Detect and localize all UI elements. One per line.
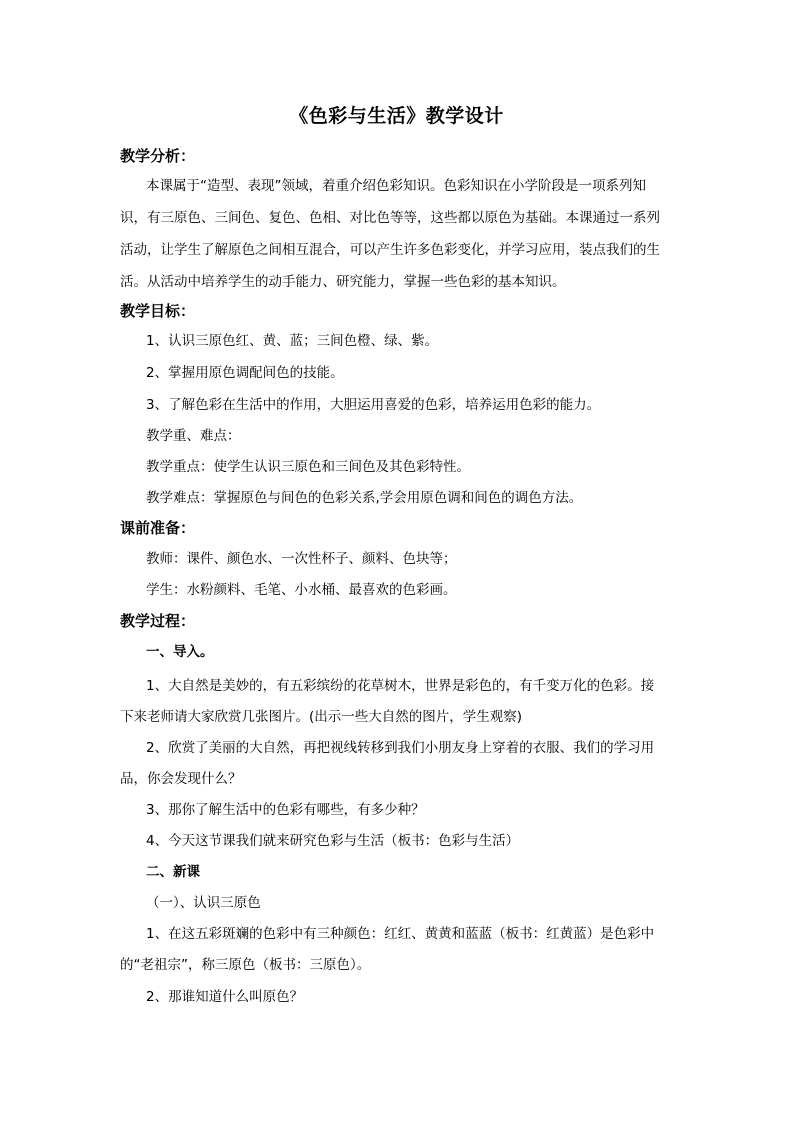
process-line: 1、在这五彩斑斓的色彩中有三种颜色：红红、黄黄和蓝蓝（板书：红黄蓝）是色彩中: [146, 926, 655, 942]
process-line: 1、大自然是美妙的，有五彩缤纷的花草树木，世界是彩色的，有千变万化的色彩。接: [146, 678, 655, 694]
section1-title: （一）、认识三原色: [146, 895, 261, 911]
process-heading: 教学过程：: [120, 612, 196, 630]
document-title: 《色彩与生活》教学设计: [289, 105, 504, 127]
part2-title: 二、新课: [146, 864, 200, 880]
analysis-heading: 教学分析：: [120, 147, 196, 165]
goals-heading: 教学目标：: [120, 302, 196, 320]
goal-item: 3、了解色彩在生活中的作用，大胆运用喜爱的色彩，培养运用色彩的能力。: [146, 397, 601, 413]
process-line: 下来老师请大家欣赏几张图片。(出示一些大自然的图片，学生观察): [120, 709, 523, 725]
focus-text: 教学重点：使学生认识三原色和三间色及其色彩特性。: [146, 459, 470, 475]
prep-heading: 课前准备：: [120, 519, 196, 537]
prep-teacher: 教师：课件、颜色水、一次性杯子、颜料、色块等；: [146, 551, 457, 567]
process-line: 的“老祖宗”，称三原色（板书：三原色）。: [120, 957, 371, 973]
process-line: 2、那谁知道什么叫原色？: [146, 989, 304, 1005]
process-line: 3、那你了解生活中的色彩有哪些，有多少种？: [146, 802, 425, 818]
part1-title: 一、导入。: [146, 644, 214, 660]
analysis-line: 本课属于“造型、表现”领域，着重介绍色彩知识。色彩知识在小学阶段是一项系列知: [146, 178, 646, 194]
keypoints-label: 教学重、难点：: [146, 428, 241, 444]
process-line: 4、今天这节课我们就来研究色彩与生活（板书：色彩与生活）: [146, 833, 520, 849]
process-line: 2、欣赏了美丽的大自然，再把视线转移到我们小朋友身上穿着的衣服、我们的学习用: [146, 740, 655, 756]
analysis-line: 活。从活动中培养学生的动手能力、研究能力，掌握一些色彩的基本知识。: [120, 274, 566, 290]
analysis-line: 活动，让学生了解原色之间相互混合，可以产生许多色彩变化，并学习应用，装点我们的生: [120, 242, 660, 258]
goal-item: 2、掌握用原色调配间色的技能。: [146, 365, 344, 381]
difficulty-text: 教学难点：掌握原色与间色的色彩关系,学会用原色调和间色的调色方法。: [146, 490, 583, 506]
prep-student: 学生：水粉颜料、毛笔、小水桶、最喜欢的色彩画。: [146, 582, 457, 598]
analysis-line: 识，有三原色、三间色、复色、色相、对比色等等，这些都以原色为基础。本课通过一系列: [120, 210, 660, 226]
process-line: 品，你会发现什么？: [120, 771, 242, 787]
goal-item: 1、认识三原色红、黄、蓝；三间色橙、绿、紫。: [146, 333, 439, 349]
